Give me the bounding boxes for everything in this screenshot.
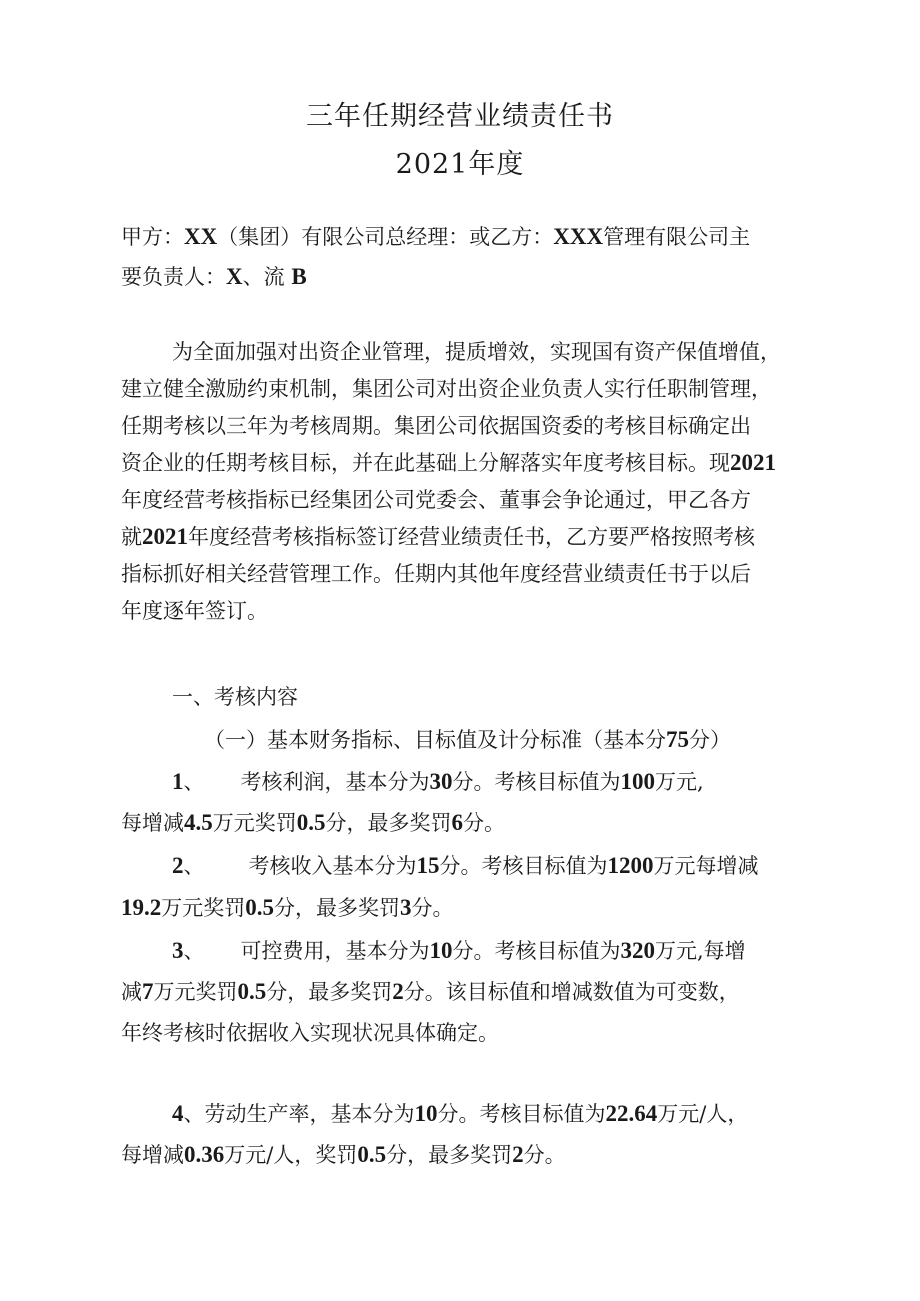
document-title: 三年任期经营业绩责任书 [306, 101, 614, 132]
intro-line-8: 年度逐年签订。 [121, 599, 268, 623]
item-1-line-2: 每增减4.5万元奖罚0.5分，最多奖罚6分。 [121, 810, 505, 835]
intro-line-6: 就2021年度经营考核指标签订经营业绩责任书，乙方要严格按照考核 [121, 524, 755, 549]
item-3-line-1: 3、 可控费用，基本分为10分。考核目标值为320万元,每增 [172, 938, 746, 963]
document-year-title: 2021年度 [395, 149, 525, 180]
section-heading: 一、考核内容 [172, 685, 298, 709]
item-3-line-2: 减7万元奖罚0.5分，最多奖罚2分。该目标值和增减数值为可变数， [121, 979, 740, 1004]
item-2-line-2: 19.2万元奖罚0.5分，最多奖罚3分。 [121, 895, 454, 920]
item-3-line-3: 年终考核时依据收入实现状况具体确定。 [121, 1021, 499, 1045]
item-4-line-1: 4、劳动生产率，基本分为10分。考核目标值为22.64万元/人， [172, 1101, 749, 1126]
intro-line-3: 任期考核以三年为考核周期。集团公司依据国资委的考核目标确定出 [121, 414, 751, 438]
subsection-heading: （一）基本财务指标、目标值及计分标准（基本分75分） [204, 727, 731, 752]
intro-line-1: 为全面加强对出资企业管理，提质增效，实现国有资产保值增值， [172, 340, 781, 364]
intro-line-2: 建立健全激励约束机制，集团公司对出资企业负责人实行任职制管理， [121, 377, 772, 401]
parties-line-2: 要负责人：X、流 B [121, 264, 307, 289]
item-2-line-1: 2、 考核收入基本分为15分。考核目标值为1200万元每增减 [172, 853, 759, 878]
item-1-line-1: 1、 考核利润，基本分为30分。考核目标值为100万元, [172, 769, 704, 794]
parties-line-1: 甲方：XX（集团）有限公司总经理：或乙方：XXX管理有限公司主 [121, 224, 751, 249]
intro-line-7: 指标抓好相关经营管理工作。任期内其他年度经营业绩责任书于以后 [121, 562, 751, 586]
intro-line-5: 年度经营考核指标已经集团公司党委会、董事会争论通过，甲乙各方 [121, 488, 751, 512]
item-4-line-2: 每增减0.36万元/人，奖罚0.5分，最多奖罚2分。 [121, 1142, 566, 1167]
intro-line-4: 资企业的任期考核目标，并在此基础上分解落实年度考核目标。现2021 [121, 450, 776, 475]
